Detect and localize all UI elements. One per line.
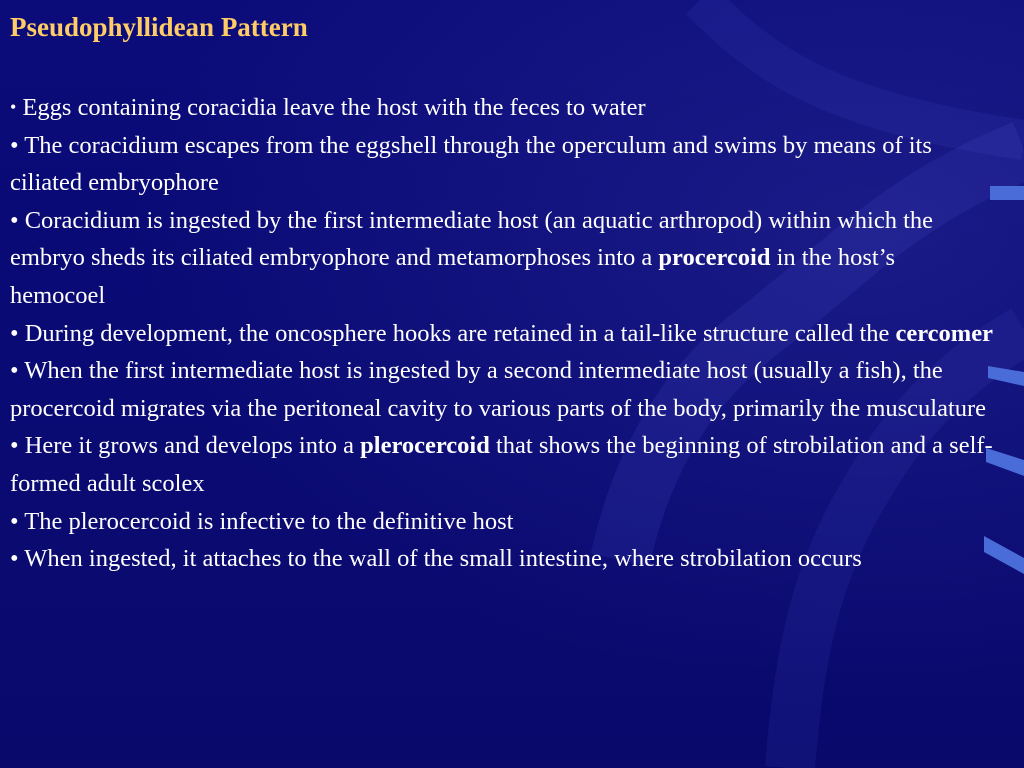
slide-title: Pseudophyllidean Pattern (10, 12, 308, 42)
bullet-icon: • (10, 131, 19, 159)
bullet-item (10, 202, 995, 315)
bullet-icon: • (10, 432, 19, 460)
bullet-icon: • (10, 206, 19, 234)
bullet-item (10, 352, 995, 427)
bullet-text: When ingested, it attaches to the wall of the small intestine, where strobilation occurs (24, 545, 862, 573)
bullet-list (10, 89, 995, 578)
bullet-item (10, 315, 995, 353)
bullet-icon: • (10, 97, 17, 117)
bullet-icon: • (10, 357, 19, 385)
bullet-text: Coracidium is ingested by the first intermediate host (an aquatic arthropod) within which the embryo sheds its ciliated embryophore and metamorphoses into a (10, 206, 934, 272)
bullet-text: The coracidium escapes from the eggshell through the operculum and swims by means of its ciliated embryophore (10, 131, 932, 197)
accent-dash (990, 186, 1024, 200)
key-term: procercoid (658, 244, 771, 272)
bullet-text: that shows the beginning of strobilation and a self-formed adult scolex (10, 432, 993, 497)
bullet-text: When the first intermediate host is ingested by a second intermediate host (usually a fish), the procercoid migrates via the peritoneal cavity to various parts of the body, primarily the musculature (10, 357, 987, 422)
bullet-item (10, 503, 995, 541)
bullet-icon: • (10, 507, 19, 535)
bullet-text: in the host’s hemocoel (10, 244, 896, 309)
bullet-item (10, 127, 995, 202)
bullet-item (10, 427, 995, 502)
bullet-icon: • (10, 319, 19, 347)
bullet-text: Here it grows and develops into a (24, 432, 361, 460)
key-term: plerocercoid (360, 432, 490, 460)
key-term: cercomer (895, 319, 993, 347)
bullet-item (10, 540, 995, 578)
bullet-icon: • (10, 545, 19, 573)
bullet-text: The plerocercoid is infective to the definitive host (24, 507, 514, 535)
bullet-text: Eggs containing coracidia leave the host with the feces to water (22, 94, 646, 121)
bullet-item (10, 89, 995, 127)
bullet-text: During development, the oncosphere hooks are retained in a tail-like structure called the (24, 319, 896, 347)
